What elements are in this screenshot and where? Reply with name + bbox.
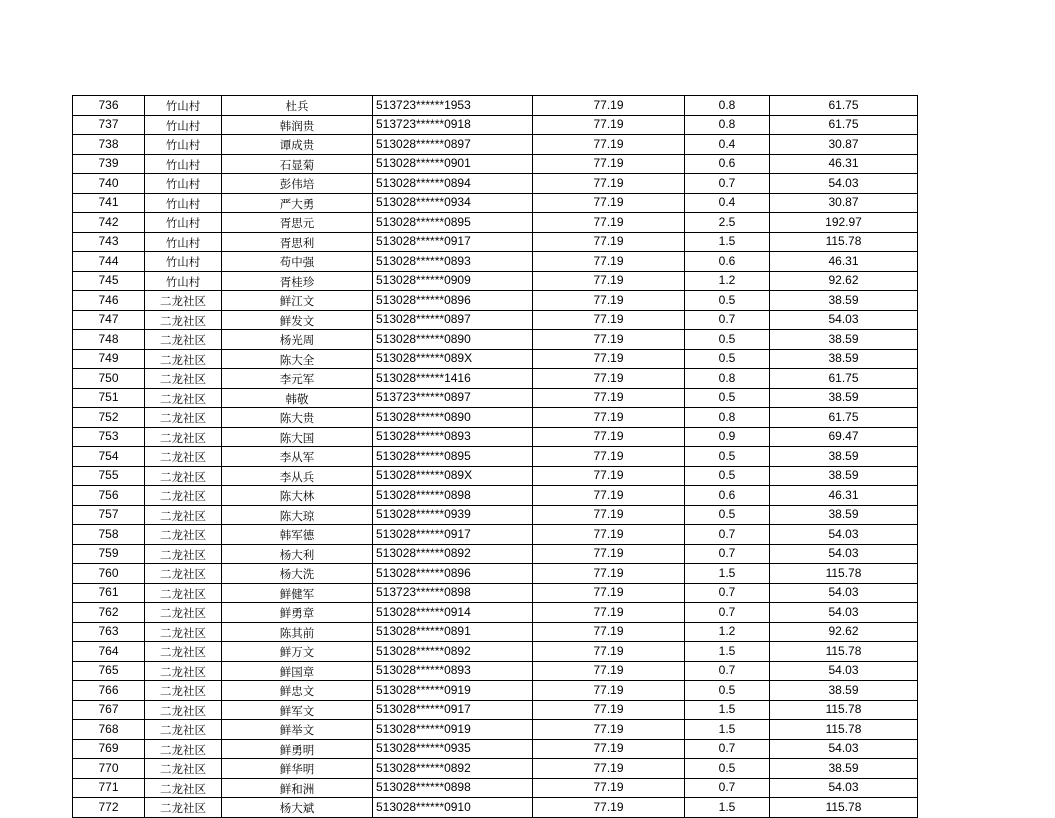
- person-name-cell: 鲜万文: [222, 642, 373, 662]
- row-number-cell: 772: [73, 798, 145, 818]
- person-name-cell: 杨大洗: [222, 564, 373, 584]
- amount-cell: 54.03: [770, 525, 918, 545]
- unit-price-cell: 77.19: [533, 700, 685, 720]
- quantity-cell: 0.5: [685, 681, 770, 701]
- quantity-cell: 0.5: [685, 388, 770, 408]
- person-name-cell: 鲜华明: [222, 759, 373, 779]
- table-row: [73, 739, 918, 759]
- village-cell: 二龙社区: [145, 720, 222, 740]
- person-name-cell: 韩敬: [222, 388, 373, 408]
- village-cell: 二龙社区: [145, 310, 222, 330]
- quantity-cell: 0.7: [685, 583, 770, 603]
- row-number-cell: 749: [73, 349, 145, 369]
- village-cell: 二龙社区: [145, 427, 222, 447]
- amount-cell: 61.75: [770, 115, 918, 135]
- amount-cell: 38.59: [770, 291, 918, 311]
- village-cell: 二龙社区: [145, 447, 222, 467]
- quantity-cell: 0.7: [685, 661, 770, 681]
- quantity-cell: 0.5: [685, 349, 770, 369]
- id-number-cell: 513028******089X: [373, 466, 533, 486]
- quantity-cell: 0.5: [685, 447, 770, 467]
- table-row: [73, 427, 918, 447]
- table-row: [73, 661, 918, 681]
- table-row: [73, 466, 918, 486]
- quantity-cell: 0.5: [685, 291, 770, 311]
- id-number-cell: 513028******0893: [373, 427, 533, 447]
- table-row: [73, 330, 918, 350]
- id-number-cell: 513028******0896: [373, 291, 533, 311]
- quantity-cell: 1.5: [685, 700, 770, 720]
- person-name-cell: 鲜发文: [222, 310, 373, 330]
- unit-price-cell: 77.19: [533, 603, 685, 623]
- person-name-cell: 韩润贵: [222, 115, 373, 135]
- unit-price-cell: 77.19: [533, 213, 685, 233]
- id-number-cell: 513028******0919: [373, 681, 533, 701]
- amount-cell: 30.87: [770, 193, 918, 213]
- id-number-cell: 513723******0897: [373, 388, 533, 408]
- id-number-cell: 513028******0892: [373, 544, 533, 564]
- unit-price-cell: 77.19: [533, 720, 685, 740]
- amount-cell: 115.78: [770, 642, 918, 662]
- id-number-cell: 513028******0914: [373, 603, 533, 623]
- amount-cell: 92.62: [770, 622, 918, 642]
- id-number-cell: 513723******0918: [373, 115, 533, 135]
- amount-cell: 54.03: [770, 583, 918, 603]
- amount-cell: 54.03: [770, 603, 918, 623]
- row-number-cell: 753: [73, 427, 145, 447]
- id-number-cell: 513028******0894: [373, 174, 533, 194]
- id-number-cell: 513028******0919: [373, 720, 533, 740]
- row-number-cell: 752: [73, 408, 145, 428]
- unit-price-cell: 77.19: [533, 271, 685, 291]
- unit-price-cell: 77.19: [533, 193, 685, 213]
- table-row: [73, 291, 918, 311]
- unit-price-cell: 77.19: [533, 232, 685, 252]
- person-name-cell: 鲜忠文: [222, 681, 373, 701]
- village-cell: 二龙社区: [145, 505, 222, 525]
- village-cell: 二龙社区: [145, 544, 222, 564]
- id-number-cell: 513028******0901: [373, 154, 533, 174]
- person-name-cell: 鲜江文: [222, 291, 373, 311]
- id-number-cell: 513028******0897: [373, 135, 533, 155]
- village-cell: 二龙社区: [145, 330, 222, 350]
- quantity-cell: 0.7: [685, 525, 770, 545]
- row-number-cell: 759: [73, 544, 145, 564]
- quantity-cell: 0.5: [685, 330, 770, 350]
- village-cell: 竹山村: [145, 115, 222, 135]
- table-row: [73, 369, 918, 389]
- person-name-cell: 杨大斌: [222, 798, 373, 818]
- row-number-cell: 755: [73, 466, 145, 486]
- person-name-cell: 胥桂珍: [222, 271, 373, 291]
- amount-cell: 38.59: [770, 466, 918, 486]
- amount-cell: 38.59: [770, 330, 918, 350]
- table-row: [73, 96, 918, 116]
- village-cell: 二龙社区: [145, 798, 222, 818]
- person-name-cell: 鲜勇明: [222, 739, 373, 759]
- village-cell: 竹山村: [145, 252, 222, 272]
- amount-cell: 61.75: [770, 408, 918, 428]
- row-number-cell: 748: [73, 330, 145, 350]
- id-number-cell: 513028******0935: [373, 739, 533, 759]
- amount-cell: 54.03: [770, 544, 918, 564]
- row-number-cell: 756: [73, 486, 145, 506]
- table-row: [73, 700, 918, 720]
- person-name-cell: 韩军德: [222, 525, 373, 545]
- amount-cell: 54.03: [770, 661, 918, 681]
- village-cell: 二龙社区: [145, 525, 222, 545]
- amount-cell: 115.78: [770, 564, 918, 584]
- unit-price-cell: 77.19: [533, 330, 685, 350]
- quantity-cell: 1.5: [685, 564, 770, 584]
- village-cell: 二龙社区: [145, 388, 222, 408]
- id-number-cell: 513028******0891: [373, 622, 533, 642]
- row-number-cell: 750: [73, 369, 145, 389]
- quantity-cell: 0.8: [685, 115, 770, 135]
- quantity-cell: 0.4: [685, 135, 770, 155]
- id-number-cell: 513723******1953: [373, 96, 533, 116]
- unit-price-cell: 77.19: [533, 564, 685, 584]
- person-name-cell: 鲜举文: [222, 720, 373, 740]
- amount-cell: 46.31: [770, 252, 918, 272]
- amount-cell: 38.59: [770, 759, 918, 779]
- unit-price-cell: 77.19: [533, 544, 685, 564]
- unit-price-cell: 77.19: [533, 778, 685, 798]
- village-cell: 二龙社区: [145, 583, 222, 603]
- village-cell: 二龙社区: [145, 642, 222, 662]
- amount-cell: 115.78: [770, 700, 918, 720]
- id-number-cell: 513028******0897: [373, 310, 533, 330]
- row-number-cell: 770: [73, 759, 145, 779]
- quantity-cell: 0.8: [685, 408, 770, 428]
- village-cell: 二龙社区: [145, 291, 222, 311]
- table-row: [73, 232, 918, 252]
- table-row: [73, 349, 918, 369]
- village-cell: 二龙社区: [145, 466, 222, 486]
- amount-cell: 54.03: [770, 778, 918, 798]
- row-number-cell: 736: [73, 96, 145, 116]
- unit-price-cell: 77.19: [533, 427, 685, 447]
- id-number-cell: 513028******0909: [373, 271, 533, 291]
- person-name-cell: 陈大全: [222, 349, 373, 369]
- person-name-cell: 李从兵: [222, 466, 373, 486]
- unit-price-cell: 77.19: [533, 174, 685, 194]
- person-name-cell: 李元军: [222, 369, 373, 389]
- person-name-cell: 陈大琼: [222, 505, 373, 525]
- quantity-cell: 0.5: [685, 759, 770, 779]
- village-cell: 二龙社区: [145, 681, 222, 701]
- id-number-cell: 513028******0893: [373, 661, 533, 681]
- row-number-cell: 761: [73, 583, 145, 603]
- amount-cell: 92.62: [770, 271, 918, 291]
- table-row: [73, 622, 918, 642]
- unit-price-cell: 77.19: [533, 642, 685, 662]
- row-number-cell: 763: [73, 622, 145, 642]
- unit-price-cell: 77.19: [533, 466, 685, 486]
- amount-cell: 115.78: [770, 232, 918, 252]
- table-row: [73, 505, 918, 525]
- amount-cell: 115.78: [770, 798, 918, 818]
- row-number-cell: 758: [73, 525, 145, 545]
- unit-price-cell: 77.19: [533, 310, 685, 330]
- row-number-cell: 757: [73, 505, 145, 525]
- unit-price-cell: 77.19: [533, 291, 685, 311]
- row-number-cell: 769: [73, 739, 145, 759]
- person-name-cell: 鲜健军: [222, 583, 373, 603]
- unit-price-cell: 77.19: [533, 408, 685, 428]
- person-name-cell: 杜兵: [222, 96, 373, 116]
- amount-cell: 46.31: [770, 154, 918, 174]
- village-cell: 二龙社区: [145, 603, 222, 623]
- id-number-cell: 513028******0893: [373, 252, 533, 272]
- amount-cell: 38.59: [770, 505, 918, 525]
- table-row: [73, 388, 918, 408]
- amount-cell: 38.59: [770, 388, 918, 408]
- village-cell: 二龙社区: [145, 700, 222, 720]
- table-row: [73, 544, 918, 564]
- amount-cell: 30.87: [770, 135, 918, 155]
- village-cell: 竹山村: [145, 96, 222, 116]
- amount-cell: 38.59: [770, 349, 918, 369]
- row-number-cell: 744: [73, 252, 145, 272]
- person-name-cell: 胥思元: [222, 213, 373, 233]
- village-cell: 竹山村: [145, 174, 222, 194]
- id-number-cell: 513028******1416: [373, 369, 533, 389]
- person-name-cell: 石显菊: [222, 154, 373, 174]
- row-number-cell: 747: [73, 310, 145, 330]
- quantity-cell: 0.8: [685, 369, 770, 389]
- id-number-cell: 513028******0910: [373, 798, 533, 818]
- id-number-cell: 513028******0917: [373, 700, 533, 720]
- person-name-cell: 彭伟培: [222, 174, 373, 194]
- person-name-cell: 李从军: [222, 447, 373, 467]
- amount-cell: 61.75: [770, 96, 918, 116]
- row-number-cell: 745: [73, 271, 145, 291]
- quantity-cell: 1.5: [685, 642, 770, 662]
- table-row: [73, 115, 918, 135]
- quantity-cell: 2.5: [685, 213, 770, 233]
- amount-cell: 115.78: [770, 720, 918, 740]
- person-name-cell: 陈大国: [222, 427, 373, 447]
- row-number-cell: 746: [73, 291, 145, 311]
- unit-price-cell: 77.19: [533, 622, 685, 642]
- village-cell: 竹山村: [145, 154, 222, 174]
- table-row: [73, 310, 918, 330]
- amount-cell: 38.59: [770, 447, 918, 467]
- amount-cell: 46.31: [770, 486, 918, 506]
- person-name-cell: 杨光周: [222, 330, 373, 350]
- table-row: [73, 525, 918, 545]
- person-name-cell: 陈大林: [222, 486, 373, 506]
- unit-price-cell: 77.19: [533, 349, 685, 369]
- quantity-cell: 1.5: [685, 798, 770, 818]
- person-name-cell: 鲜军文: [222, 700, 373, 720]
- village-cell: 二龙社区: [145, 759, 222, 779]
- table-row: [73, 408, 918, 428]
- row-number-cell: 765: [73, 661, 145, 681]
- table-row: [73, 135, 918, 155]
- village-cell: 竹山村: [145, 232, 222, 252]
- unit-price-cell: 77.19: [533, 486, 685, 506]
- village-cell: 二龙社区: [145, 486, 222, 506]
- person-name-cell: 苟中强: [222, 252, 373, 272]
- row-number-cell: 742: [73, 213, 145, 233]
- unit-price-cell: 77.19: [533, 739, 685, 759]
- quantity-cell: 0.5: [685, 466, 770, 486]
- person-name-cell: 陈大贵: [222, 408, 373, 428]
- data-table: [72, 95, 918, 818]
- quantity-cell: 0.7: [685, 310, 770, 330]
- village-cell: 二龙社区: [145, 778, 222, 798]
- person-name-cell: 陈其前: [222, 622, 373, 642]
- row-number-cell: 764: [73, 642, 145, 662]
- quantity-cell: 0.7: [685, 739, 770, 759]
- row-number-cell: 739: [73, 154, 145, 174]
- id-number-cell: 513028******0895: [373, 447, 533, 467]
- amount-cell: 69.47: [770, 427, 918, 447]
- quantity-cell: 0.7: [685, 603, 770, 623]
- village-cell: 二龙社区: [145, 369, 222, 389]
- table-row: [73, 213, 918, 233]
- table-row: [73, 447, 918, 467]
- id-number-cell: 513028******0892: [373, 642, 533, 662]
- quantity-cell: 0.8: [685, 96, 770, 116]
- table-row: [73, 486, 918, 506]
- table-row: [73, 154, 918, 174]
- row-number-cell: 737: [73, 115, 145, 135]
- row-number-cell: 768: [73, 720, 145, 740]
- table-row: [73, 583, 918, 603]
- table-row: [73, 778, 918, 798]
- table-row: [73, 681, 918, 701]
- table-row: [73, 193, 918, 213]
- person-name-cell: 鲜和洲: [222, 778, 373, 798]
- row-number-cell: 741: [73, 193, 145, 213]
- quantity-cell: 1.5: [685, 232, 770, 252]
- unit-price-cell: 77.19: [533, 447, 685, 467]
- unit-price-cell: 77.19: [533, 661, 685, 681]
- quantity-cell: 0.5: [685, 505, 770, 525]
- table-row: [73, 642, 918, 662]
- amount-cell: 38.59: [770, 681, 918, 701]
- id-number-cell: 513028******0896: [373, 564, 533, 584]
- id-number-cell: 513028******0895: [373, 213, 533, 233]
- unit-price-cell: 77.19: [533, 135, 685, 155]
- quantity-cell: 0.9: [685, 427, 770, 447]
- amount-cell: 54.03: [770, 739, 918, 759]
- unit-price-cell: 77.19: [533, 583, 685, 603]
- row-number-cell: 740: [73, 174, 145, 194]
- unit-price-cell: 77.19: [533, 252, 685, 272]
- quantity-cell: 1.2: [685, 271, 770, 291]
- amount-cell: 54.03: [770, 174, 918, 194]
- quantity-cell: 1.5: [685, 720, 770, 740]
- person-name-cell: 谭成贵: [222, 135, 373, 155]
- quantity-cell: 1.2: [685, 622, 770, 642]
- table-row: [73, 603, 918, 623]
- unit-price-cell: 77.19: [533, 505, 685, 525]
- quantity-cell: 0.6: [685, 252, 770, 272]
- id-number-cell: 513028******0890: [373, 330, 533, 350]
- row-number-cell: 760: [73, 564, 145, 584]
- id-number-cell: 513028******0890: [373, 408, 533, 428]
- unit-price-cell: 77.19: [533, 115, 685, 135]
- id-number-cell: 513028******0898: [373, 778, 533, 798]
- row-number-cell: 767: [73, 700, 145, 720]
- unit-price-cell: 77.19: [533, 759, 685, 779]
- quantity-cell: 0.7: [685, 174, 770, 194]
- table-row: [73, 271, 918, 291]
- amount-cell: 61.75: [770, 369, 918, 389]
- row-number-cell: 766: [73, 681, 145, 701]
- quantity-cell: 0.7: [685, 778, 770, 798]
- village-cell: 二龙社区: [145, 349, 222, 369]
- quantity-cell: 0.6: [685, 486, 770, 506]
- id-number-cell: 513028******0892: [373, 759, 533, 779]
- table-body: [73, 96, 918, 818]
- person-name-cell: 严大勇: [222, 193, 373, 213]
- person-name-cell: 胥思利: [222, 232, 373, 252]
- id-number-cell: 513723******0898: [373, 583, 533, 603]
- table-row: [73, 798, 918, 818]
- row-number-cell: 743: [73, 232, 145, 252]
- quantity-cell: 0.7: [685, 544, 770, 564]
- row-number-cell: 754: [73, 447, 145, 467]
- table-row: [73, 174, 918, 194]
- unit-price-cell: 77.19: [533, 369, 685, 389]
- row-number-cell: 738: [73, 135, 145, 155]
- id-number-cell: 513028******0898: [373, 486, 533, 506]
- village-cell: 二龙社区: [145, 564, 222, 584]
- unit-price-cell: 77.19: [533, 96, 685, 116]
- quantity-cell: 0.6: [685, 154, 770, 174]
- table-row: [73, 564, 918, 584]
- unit-price-cell: 77.19: [533, 154, 685, 174]
- row-number-cell: 751: [73, 388, 145, 408]
- amount-cell: 192.97: [770, 213, 918, 233]
- unit-price-cell: 77.19: [533, 525, 685, 545]
- amount-cell: 54.03: [770, 310, 918, 330]
- unit-price-cell: 77.19: [533, 681, 685, 701]
- person-name-cell: 鲜国章: [222, 661, 373, 681]
- village-cell: 二龙社区: [145, 661, 222, 681]
- unit-price-cell: 77.19: [533, 388, 685, 408]
- village-cell: 竹山村: [145, 193, 222, 213]
- table-row: [73, 720, 918, 740]
- village-cell: 二龙社区: [145, 408, 222, 428]
- id-number-cell: 513028******0917: [373, 525, 533, 545]
- id-number-cell: 513028******089X: [373, 349, 533, 369]
- row-number-cell: 771: [73, 778, 145, 798]
- unit-price-cell: 77.19: [533, 798, 685, 818]
- person-name-cell: 杨大利: [222, 544, 373, 564]
- id-number-cell: 513028******0939: [373, 505, 533, 525]
- person-name-cell: 鲜勇章: [222, 603, 373, 623]
- id-number-cell: 513028******0917: [373, 232, 533, 252]
- table-row: [73, 759, 918, 779]
- village-cell: 竹山村: [145, 213, 222, 233]
- row-number-cell: 762: [73, 603, 145, 623]
- village-cell: 二龙社区: [145, 622, 222, 642]
- village-cell: 二龙社区: [145, 739, 222, 759]
- quantity-cell: 0.4: [685, 193, 770, 213]
- id-number-cell: 513028******0934: [373, 193, 533, 213]
- village-cell: 竹山村: [145, 271, 222, 291]
- table-row: [73, 252, 918, 272]
- village-cell: 竹山村: [145, 135, 222, 155]
